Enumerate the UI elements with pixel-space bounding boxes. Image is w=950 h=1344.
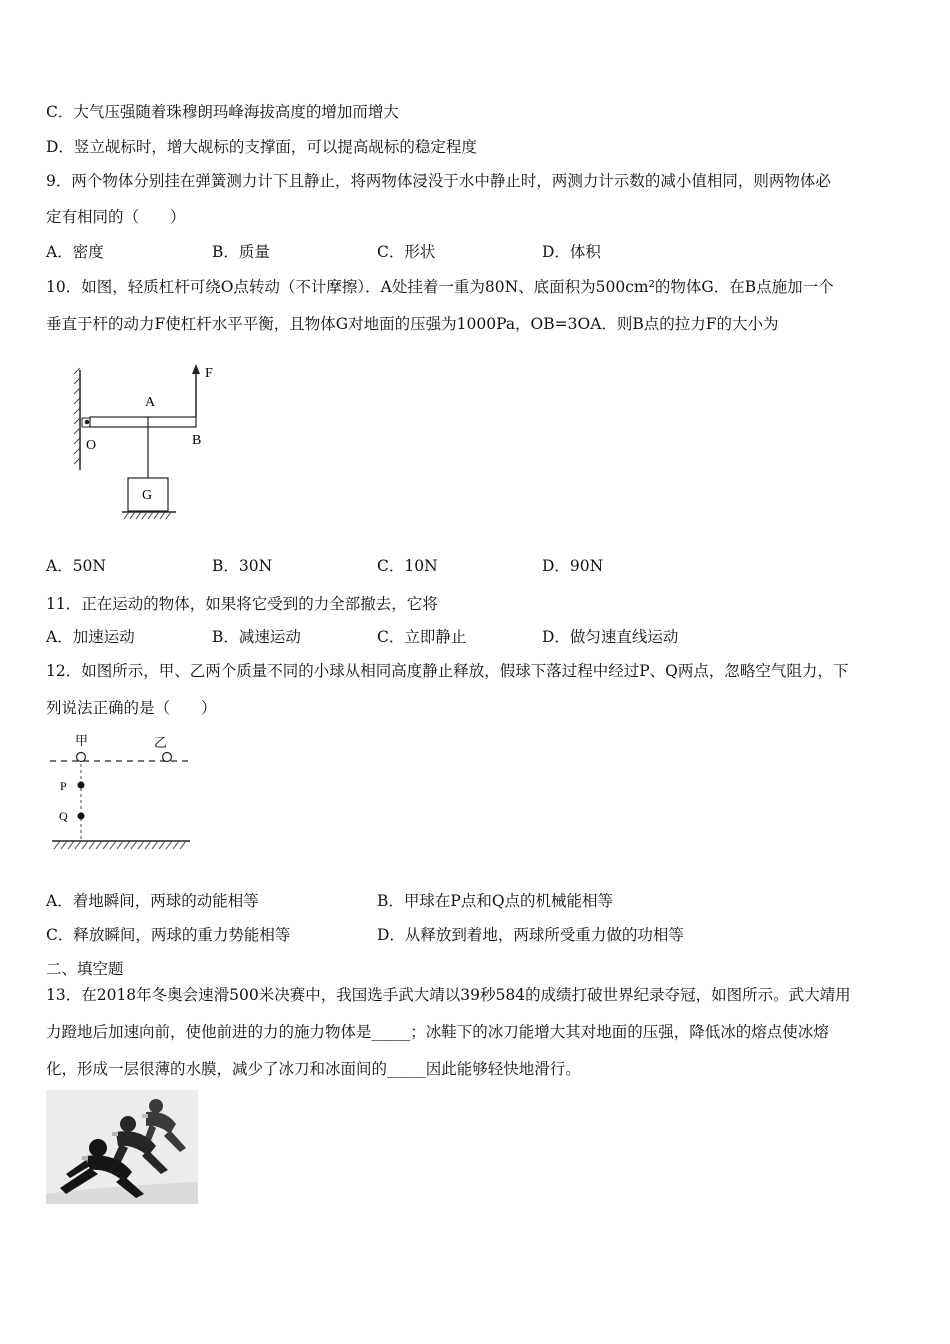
q9-stem-line2: 定有相同的（ ） xyxy=(46,208,186,226)
q13-line1: 13．在2018年冬奥会速滑500米决赛中，我国选手武大靖以39秒584的成绩打破世界纪录夺冠，如图所示。武大靖用 xyxy=(46,986,851,1004)
point-p xyxy=(78,782,85,789)
q8-option-d: D．竖立觇标时，增大觇标的支撑面，可以提高觇标的稳定程度 xyxy=(46,138,477,156)
q10-option-a: A．50N xyxy=(46,557,106,575)
section-title-fill-in: 二、填空题 xyxy=(46,960,124,978)
q9-option-b: B．质量 xyxy=(212,243,270,261)
q13-line3: 化，形成一层很薄的水膜，减少了冰刀和冰面间的_____因此能够轻快地滑行。 xyxy=(46,1060,581,1078)
label-f: F xyxy=(205,366,213,381)
falling-balls-diagram xyxy=(46,728,196,858)
q12-stem-line1: 12．如图所示，甲、乙两个质量不同的小球从相同高度静止释放，假球下落过程中经过P、Q两点，忽略空气阻力，下 xyxy=(46,662,849,680)
pivot-pin xyxy=(85,420,90,425)
q12-option-b: B．甲球在P点和Q点的机械能相等 xyxy=(377,892,614,910)
label-jia: 甲 xyxy=(75,734,89,749)
point-q xyxy=(78,813,85,820)
label-yi: 乙 xyxy=(154,736,168,751)
q8-option-c: C．大气压强随着珠穆朗玛峰海拔高度的增加而增大 xyxy=(46,103,399,121)
ball-jia xyxy=(77,753,86,762)
q9-option-c: C．形状 xyxy=(377,243,436,261)
q11-option-a: A．加速运动 xyxy=(46,628,135,646)
q9-option-d: D．体积 xyxy=(542,243,601,261)
q10-option-d: D．90N xyxy=(542,557,604,575)
q10-option-b: B．30N xyxy=(212,557,273,575)
q12-option-a: A．着地瞬间，两球的动能相等 xyxy=(46,892,259,910)
ground-hatching xyxy=(122,512,176,519)
q10-option-c: C．10N xyxy=(377,557,438,575)
wall-hatching xyxy=(74,368,80,470)
label-g: G xyxy=(142,488,153,503)
label-a: A xyxy=(145,395,156,410)
speed-skaters-photo xyxy=(46,1090,198,1204)
speed-skaters-illustration xyxy=(46,1090,198,1204)
q9-option-a: A．密度 xyxy=(46,243,104,261)
q11-option-d: D．做匀速直线运动 xyxy=(542,628,679,646)
q10-stem-line1: 10．如图，轻质杠杆可绕O点转动（不计摩擦）．A处挂着一重为80N、底面积为500cm²的物体G．在B点施加一个 xyxy=(46,278,834,296)
label-p: P xyxy=(60,779,67,793)
ground-hatching xyxy=(52,841,190,849)
q12-option-d: D．从释放到着地，两球所受重力做的功相等 xyxy=(377,926,684,944)
q10-stem-line2: 垂直于杆的动力F使杠杆水平平衡，且物体G对地面的压强为1000Pa，OB=3OA．则B点的拉力F的大小为 xyxy=(46,315,779,333)
q11-option-c: C．立即静止 xyxy=(377,628,467,646)
label-b: B xyxy=(192,433,202,448)
ball-yi xyxy=(163,753,172,762)
q13-line2: 力蹬地后加速向前，使他前进的力的施力物体是_____；冰鞋下的冰刀能增大其对地面的压强，降低冰的熔点使冰熔 xyxy=(46,1023,829,1041)
label-o: O xyxy=(86,438,97,453)
q11-option-b: B．减速运动 xyxy=(212,628,301,646)
q12-option-c: C．释放瞬间，两球的重力势能相等 xyxy=(46,926,291,944)
q11-stem: 11．正在运动的物体，如果将它受到的力全部撤去，它将 xyxy=(46,595,438,613)
q12-stem-line2: 列说法正确的是（ ） xyxy=(46,699,217,717)
lever-diagram xyxy=(66,360,226,530)
force-arrowhead xyxy=(192,364,200,374)
label-q: Q xyxy=(59,809,68,823)
q9-stem-line1: 9．两个物体分别挂在弹簧测力计下且静止，将两物体浸没于水中静止时，两测力计示数的减小值相同，则两物体必 xyxy=(46,172,831,190)
lever-bar xyxy=(90,417,196,427)
